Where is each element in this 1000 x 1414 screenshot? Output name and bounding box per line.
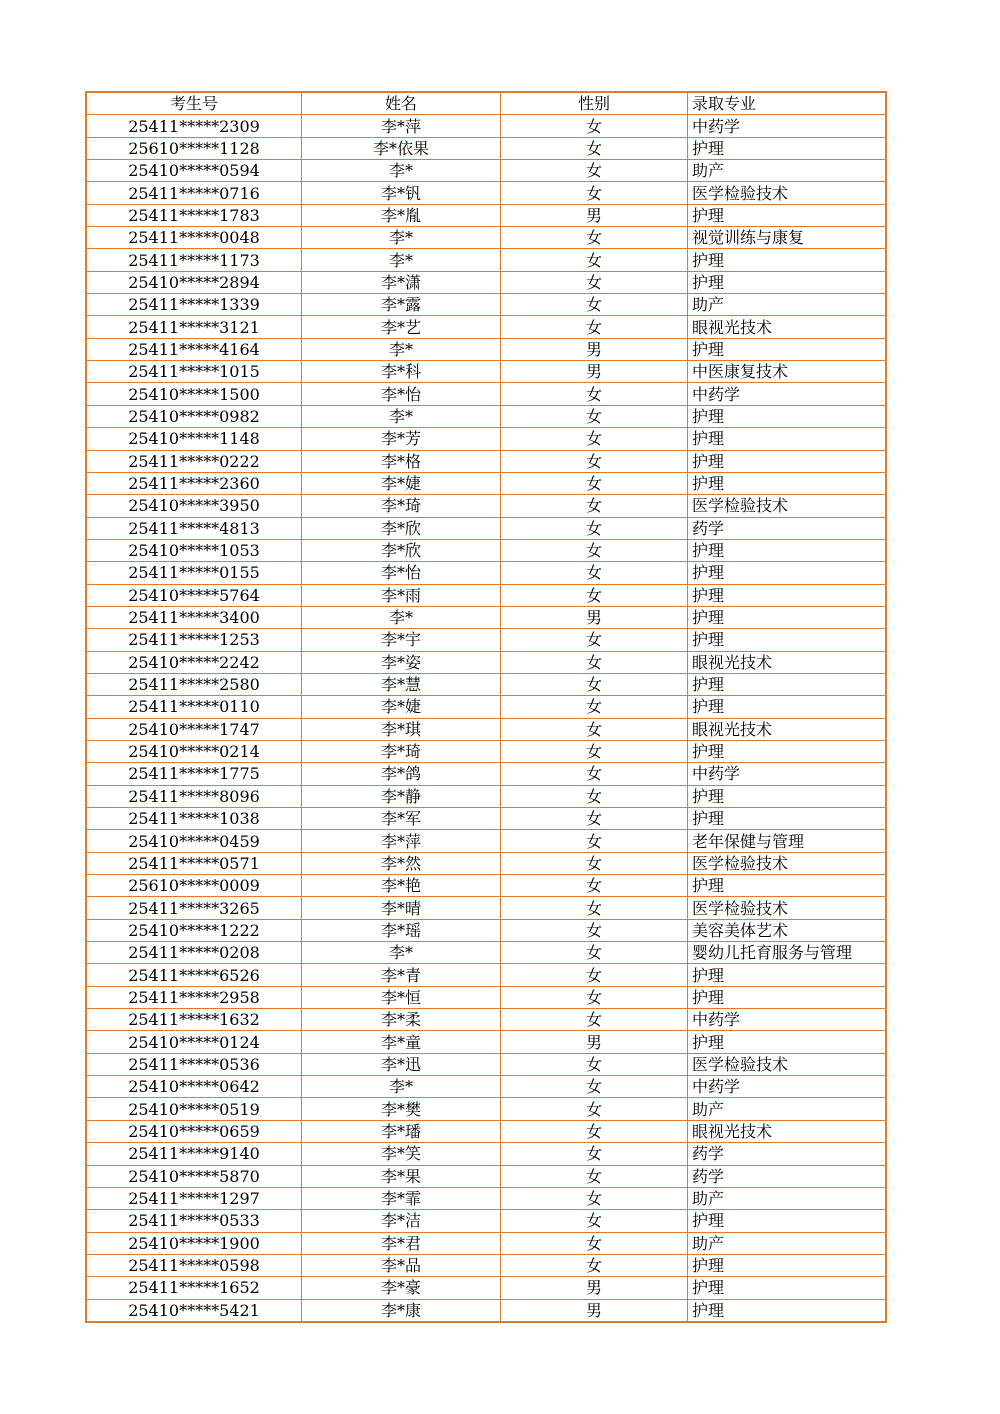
cell-major: 中药学 (688, 1009, 887, 1031)
cell-candidate-id: 25411*****0598 (86, 1254, 302, 1276)
cell-name: 李*晴 (302, 897, 501, 919)
cell-candidate-id: 25410*****0642 (86, 1076, 302, 1098)
cell-gender: 女 (501, 1053, 688, 1075)
cell-name: 李*君 (302, 1232, 501, 1254)
table-row (86, 383, 886, 405)
cell-major: 中医康复技术 (688, 361, 887, 383)
cell-candidate-id: 25410*****5764 (86, 584, 302, 606)
table-row (86, 1053, 886, 1075)
table-row (86, 294, 886, 316)
table-row (86, 1165, 886, 1187)
cell-major: 婴幼儿托育服务与管理 (688, 942, 887, 964)
cell-major: 药学 (688, 1165, 887, 1187)
table-row (86, 1031, 886, 1053)
table-row (86, 763, 886, 785)
table-row (86, 1076, 886, 1098)
table-row (86, 718, 886, 740)
cell-major: 助产 (688, 160, 887, 182)
table-row (86, 450, 886, 472)
cell-name: 李*依果 (302, 137, 501, 159)
cell-candidate-id: 25410*****3950 (86, 495, 302, 517)
table-row (86, 316, 886, 338)
cell-name: 李*潇 (302, 271, 501, 293)
cell-name: 李*樊 (302, 1098, 501, 1120)
cell-gender: 女 (501, 1098, 688, 1120)
table-row (86, 1143, 886, 1165)
cell-candidate-id: 25410*****1148 (86, 428, 302, 450)
cell-gender: 女 (501, 897, 688, 919)
cell-candidate-id: 25411*****9140 (86, 1143, 302, 1165)
cell-name: 李*钒 (302, 182, 501, 204)
cell-gender: 女 (501, 182, 688, 204)
cell-major: 眼视光技术 (688, 651, 887, 673)
cell-gender: 女 (501, 1232, 688, 1254)
cell-major: 护理 (688, 539, 887, 561)
cell-name: 李*慧 (302, 673, 501, 695)
cell-gender: 女 (501, 785, 688, 807)
cell-gender: 女 (501, 137, 688, 159)
cell-major: 护理 (688, 673, 887, 695)
cell-gender: 女 (501, 316, 688, 338)
cell-name: 李* (302, 227, 501, 249)
cell-name: 李* (302, 338, 501, 360)
cell-major: 护理 (688, 875, 887, 897)
table-row (86, 785, 886, 807)
cell-candidate-id: 25411*****0716 (86, 182, 302, 204)
cell-name: 李*姿 (302, 651, 501, 673)
cell-gender: 女 (501, 696, 688, 718)
cell-major: 中药学 (688, 763, 887, 785)
cell-gender: 女 (501, 1165, 688, 1187)
table-row (86, 204, 886, 226)
cell-gender: 女 (501, 629, 688, 651)
cell-candidate-id: 25410*****0982 (86, 405, 302, 427)
table-row (86, 1187, 886, 1209)
cell-name: 李*豪 (302, 1277, 501, 1299)
cell-candidate-id: 25410*****5421 (86, 1299, 302, 1322)
cell-candidate-id: 25411*****2580 (86, 673, 302, 695)
cell-gender: 女 (501, 249, 688, 271)
table-row (86, 182, 886, 204)
cell-candidate-id: 25411*****0155 (86, 562, 302, 584)
cell-name: 李*芳 (302, 428, 501, 450)
table-row (86, 740, 886, 762)
cell-major: 护理 (688, 428, 887, 450)
cell-name: 李*胤 (302, 204, 501, 226)
cell-major: 护理 (688, 1031, 887, 1053)
table-row (86, 942, 886, 964)
cell-name: 李*洁 (302, 1210, 501, 1232)
cell-gender: 女 (501, 740, 688, 762)
cell-name: 李*雨 (302, 584, 501, 606)
table-row (86, 852, 886, 874)
table-row (86, 1120, 886, 1142)
cell-gender: 男 (501, 1277, 688, 1299)
table-row (86, 673, 886, 695)
cell-major: 药学 (688, 1143, 887, 1165)
cell-major: 护理 (688, 472, 887, 494)
table-row (86, 651, 886, 673)
cell-candidate-id: 25411*****1173 (86, 249, 302, 271)
cell-major: 护理 (688, 271, 887, 293)
cell-major: 视觉训练与康复 (688, 227, 887, 249)
cell-major: 中药学 (688, 1076, 887, 1098)
table-row (86, 875, 886, 897)
cell-major: 护理 (688, 986, 887, 1008)
cell-major: 护理 (688, 338, 887, 360)
cell-gender: 女 (501, 964, 688, 986)
cell-major: 护理 (688, 808, 887, 830)
cell-gender: 女 (501, 584, 688, 606)
cell-candidate-id: 25410*****1053 (86, 539, 302, 561)
cell-major: 护理 (688, 1299, 887, 1322)
cell-name: 李* (302, 249, 501, 271)
cell-candidate-id: 25411*****1297 (86, 1187, 302, 1209)
cell-gender: 女 (501, 472, 688, 494)
cell-gender: 女 (501, 1254, 688, 1276)
table-row (86, 1277, 886, 1299)
table-row (86, 830, 886, 852)
cell-name: 李*露 (302, 294, 501, 316)
cell-major: 医学检验技术 (688, 852, 887, 874)
cell-name: 李*鸽 (302, 763, 501, 785)
cell-major: 中药学 (688, 383, 887, 405)
cell-candidate-id: 25411*****1652 (86, 1277, 302, 1299)
cell-gender: 女 (501, 428, 688, 450)
cell-gender: 女 (501, 1009, 688, 1031)
cell-name: 李*欣 (302, 539, 501, 561)
cell-major: 护理 (688, 606, 887, 628)
cell-gender: 女 (501, 405, 688, 427)
cell-name: 李*科 (302, 361, 501, 383)
cell-name: 李*恒 (302, 986, 501, 1008)
cell-gender: 女 (501, 673, 688, 695)
cell-major: 老年保健与管理 (688, 830, 887, 852)
table-row (86, 517, 886, 539)
table-row (86, 1210, 886, 1232)
cell-candidate-id: 25610*****0009 (86, 875, 302, 897)
table-row (86, 227, 886, 249)
cell-gender: 女 (501, 1143, 688, 1165)
cell-name: 李*康 (302, 1299, 501, 1322)
cell-name: 李*霏 (302, 1187, 501, 1209)
cell-candidate-id: 25410*****0659 (86, 1120, 302, 1142)
cell-candidate-id: 25411*****6526 (86, 964, 302, 986)
table-row (86, 1254, 886, 1276)
table-row (86, 1299, 886, 1322)
table-row (86, 405, 886, 427)
cell-name: 李*静 (302, 785, 501, 807)
cell-gender: 女 (501, 1120, 688, 1142)
cell-candidate-id: 25411*****2360 (86, 472, 302, 494)
cell-major: 眼视光技术 (688, 316, 887, 338)
cell-gender: 女 (501, 718, 688, 740)
cell-major: 助产 (688, 1232, 887, 1254)
cell-name: 李*艺 (302, 316, 501, 338)
cell-major: 中药学 (688, 115, 887, 137)
admission-table (85, 91, 887, 1323)
cell-name: 李*欣 (302, 517, 501, 539)
cell-gender: 女 (501, 919, 688, 941)
cell-name: 李*萍 (302, 830, 501, 852)
cell-name: 李*萍 (302, 115, 501, 137)
cell-name: 李*青 (302, 964, 501, 986)
cell-candidate-id: 25411*****1783 (86, 204, 302, 226)
table-header-row (86, 92, 886, 115)
cell-candidate-id: 25411*****3265 (86, 897, 302, 919)
cell-candidate-id: 25411*****1253 (86, 629, 302, 651)
cell-name: 李*果 (302, 1165, 501, 1187)
cell-candidate-id: 25410*****2242 (86, 651, 302, 673)
cell-candidate-id: 25411*****4813 (86, 517, 302, 539)
cell-major: 美容美体艺术 (688, 919, 887, 941)
cell-gender: 女 (501, 942, 688, 964)
cell-candidate-id: 25411*****3400 (86, 606, 302, 628)
cell-gender: 女 (501, 227, 688, 249)
cell-major: 护理 (688, 1254, 887, 1276)
cell-gender: 女 (501, 1076, 688, 1098)
cell-candidate-id: 25411*****0110 (86, 696, 302, 718)
cell-candidate-id: 25411*****1632 (86, 1009, 302, 1031)
cell-name: 李*怡 (302, 562, 501, 584)
cell-major: 护理 (688, 785, 887, 807)
cell-candidate-id: 25411*****8096 (86, 785, 302, 807)
header-gender: 性别 (501, 92, 688, 115)
cell-candidate-id: 25410*****5870 (86, 1165, 302, 1187)
table-row (86, 249, 886, 271)
cell-name: 李*格 (302, 450, 501, 472)
cell-gender: 男 (501, 606, 688, 628)
cell-gender: 女 (501, 651, 688, 673)
cell-name: 李*宇 (302, 629, 501, 651)
cell-gender: 女 (501, 986, 688, 1008)
cell-gender: 女 (501, 495, 688, 517)
cell-name: 李* (302, 405, 501, 427)
cell-candidate-id: 25410*****0594 (86, 160, 302, 182)
cell-gender: 男 (501, 361, 688, 383)
table-row (86, 808, 886, 830)
cell-major: 医学检验技术 (688, 897, 887, 919)
cell-major: 护理 (688, 696, 887, 718)
cell-name: 李*艳 (302, 875, 501, 897)
cell-major: 助产 (688, 294, 887, 316)
cell-gender: 女 (501, 808, 688, 830)
cell-name: 李*军 (302, 808, 501, 830)
cell-name: 李*婕 (302, 472, 501, 494)
cell-major: 助产 (688, 1098, 887, 1120)
cell-name: 李*怡 (302, 383, 501, 405)
cell-candidate-id: 25410*****2894 (86, 271, 302, 293)
cell-major: 护理 (688, 562, 887, 584)
cell-name: 李*柔 (302, 1009, 501, 1031)
table-row (86, 696, 886, 718)
cell-gender: 女 (501, 450, 688, 472)
cell-major: 医学检验技术 (688, 1053, 887, 1075)
cell-gender: 女 (501, 830, 688, 852)
table-row (86, 1098, 886, 1120)
cell-major: 眼视光技术 (688, 718, 887, 740)
cell-name: 李*笑 (302, 1143, 501, 1165)
cell-major: 助产 (688, 1187, 887, 1209)
cell-gender: 女 (501, 115, 688, 137)
header-major: 录取专业 (688, 92, 887, 115)
cell-candidate-id: 25411*****0536 (86, 1053, 302, 1075)
cell-gender: 女 (501, 294, 688, 316)
cell-name: 李* (302, 160, 501, 182)
table-row (86, 495, 886, 517)
table-row (86, 897, 886, 919)
cell-name: 李*品 (302, 1254, 501, 1276)
table-row (86, 584, 886, 606)
cell-major: 医学检验技术 (688, 495, 887, 517)
cell-gender: 女 (501, 562, 688, 584)
cell-major: 护理 (688, 405, 887, 427)
table-row (86, 1232, 886, 1254)
table-row (86, 115, 886, 137)
cell-candidate-id: 25411*****2309 (86, 115, 302, 137)
table-row (86, 137, 886, 159)
cell-major: 护理 (688, 629, 887, 651)
cell-name: 李*童 (302, 1031, 501, 1053)
cell-major: 护理 (688, 450, 887, 472)
cell-major: 护理 (688, 584, 887, 606)
cell-name: 李* (302, 606, 501, 628)
cell-gender: 女 (501, 1187, 688, 1209)
cell-candidate-id: 25411*****0222 (86, 450, 302, 472)
table-row (86, 160, 886, 182)
cell-name: 李*璠 (302, 1120, 501, 1142)
cell-candidate-id: 25411*****1015 (86, 361, 302, 383)
cell-gender: 女 (501, 517, 688, 539)
cell-name: 李*迅 (302, 1053, 501, 1075)
cell-major: 护理 (688, 249, 887, 271)
cell-candidate-id: 25610*****1128 (86, 137, 302, 159)
cell-gender: 男 (501, 338, 688, 360)
cell-gender: 女 (501, 271, 688, 293)
header-name: 姓名 (302, 92, 501, 115)
cell-candidate-id: 25410*****1500 (86, 383, 302, 405)
cell-major: 护理 (688, 964, 887, 986)
header-candidate-id: 考生号 (86, 92, 302, 115)
cell-candidate-id: 25410*****0124 (86, 1031, 302, 1053)
table-row (86, 562, 886, 584)
cell-major: 医学检验技术 (688, 182, 887, 204)
cell-candidate-id: 25411*****0048 (86, 227, 302, 249)
cell-candidate-id: 25410*****1900 (86, 1232, 302, 1254)
cell-candidate-id: 25410*****0519 (86, 1098, 302, 1120)
table-row (86, 606, 886, 628)
cell-gender: 女 (501, 875, 688, 897)
cell-candidate-id: 25410*****0214 (86, 740, 302, 762)
cell-name: 李* (302, 942, 501, 964)
cell-name: 李*琦 (302, 740, 501, 762)
table-row (86, 986, 886, 1008)
cell-candidate-id: 25411*****0533 (86, 1210, 302, 1232)
cell-candidate-id: 25411*****0208 (86, 942, 302, 964)
cell-gender: 女 (501, 852, 688, 874)
cell-name: 李* (302, 1076, 501, 1098)
cell-major: 护理 (688, 740, 887, 762)
cell-candidate-id: 25411*****0571 (86, 852, 302, 874)
cell-gender: 男 (501, 1299, 688, 1322)
cell-gender: 女 (501, 383, 688, 405)
cell-gender: 女 (501, 763, 688, 785)
cell-major: 护理 (688, 137, 887, 159)
table-row (86, 338, 886, 360)
cell-candidate-id: 25410*****1222 (86, 919, 302, 941)
cell-name: 李*然 (302, 852, 501, 874)
cell-gender: 女 (501, 1210, 688, 1232)
table-row (86, 629, 886, 651)
table-row (86, 919, 886, 941)
cell-candidate-id: 25411*****2958 (86, 986, 302, 1008)
cell-candidate-id: 25410*****1747 (86, 718, 302, 740)
cell-major: 护理 (688, 1210, 887, 1232)
table-row (86, 428, 886, 450)
table-row (86, 964, 886, 986)
cell-candidate-id: 25411*****4164 (86, 338, 302, 360)
cell-name: 李*瑶 (302, 919, 501, 941)
cell-candidate-id: 25411*****1038 (86, 808, 302, 830)
table-row (86, 539, 886, 561)
cell-candidate-id: 25411*****1775 (86, 763, 302, 785)
cell-gender: 男 (501, 1031, 688, 1053)
cell-major: 药学 (688, 517, 887, 539)
cell-candidate-id: 25411*****3121 (86, 316, 302, 338)
cell-major: 护理 (688, 1277, 887, 1299)
cell-major: 护理 (688, 204, 887, 226)
cell-name: 李*婕 (302, 696, 501, 718)
table-row (86, 271, 886, 293)
cell-name: 李*琪 (302, 718, 501, 740)
cell-name: 李*琦 (302, 495, 501, 517)
cell-gender: 女 (501, 160, 688, 182)
table-row (86, 361, 886, 383)
cell-major: 眼视光技术 (688, 1120, 887, 1142)
cell-gender: 男 (501, 204, 688, 226)
table-row (86, 472, 886, 494)
cell-candidate-id: 25410*****0459 (86, 830, 302, 852)
cell-candidate-id: 25411*****1339 (86, 294, 302, 316)
cell-gender: 女 (501, 539, 688, 561)
table-row (86, 1009, 886, 1031)
